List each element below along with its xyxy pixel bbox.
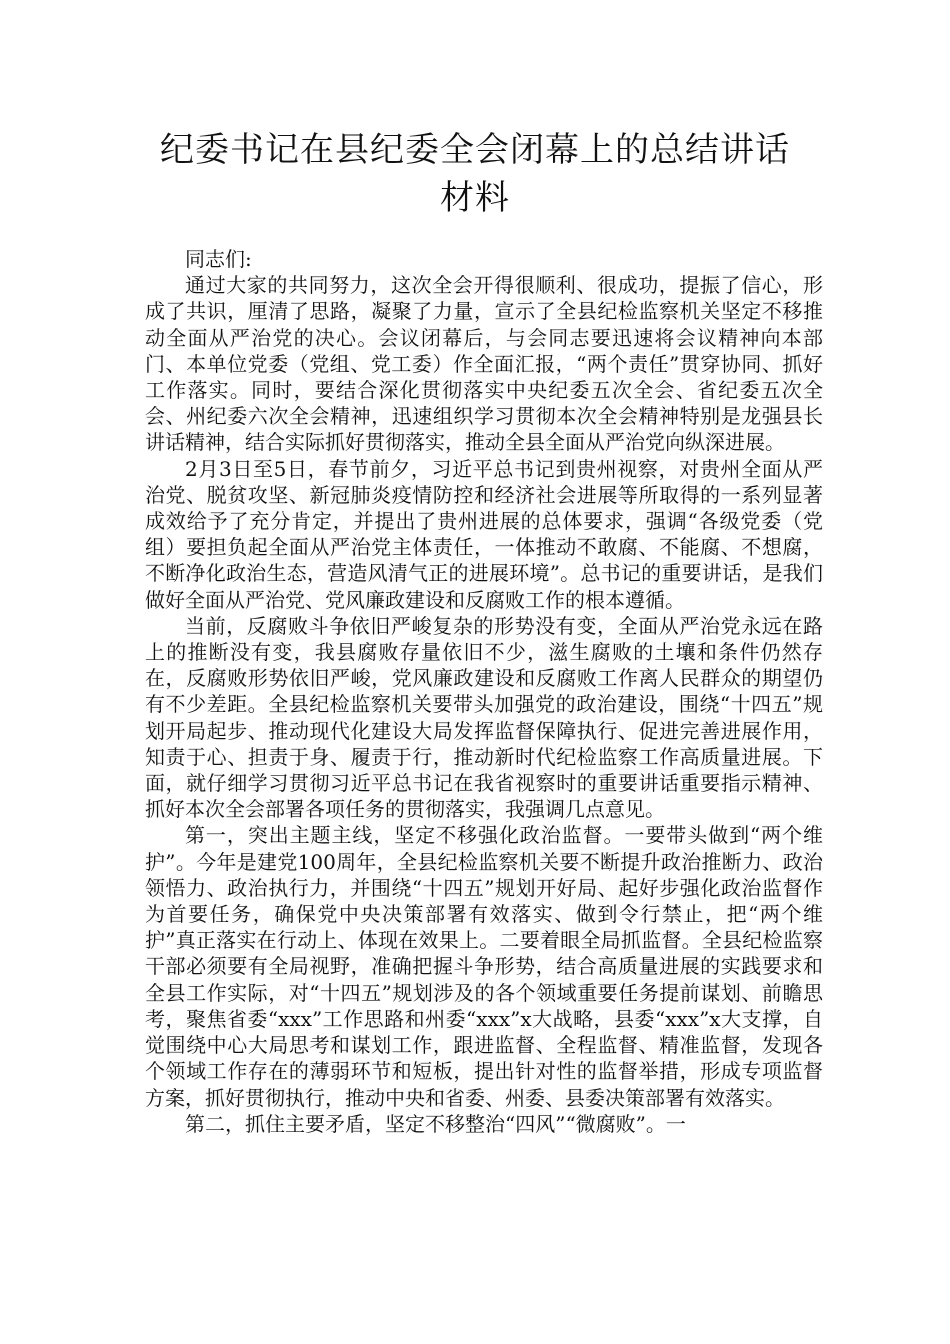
paragraph-5: 第二，抓住主要矛盾，坚定不移整治“四风”“微腐败”。一 bbox=[185, 1111, 686, 1136]
title-line-1: 纪委书记在县纪委全会闭幕上的总结讲话 bbox=[160, 130, 790, 170]
document-title bbox=[120, 126, 830, 222]
salutation: 同志们: bbox=[185, 247, 252, 271]
title-line-2: 材料 bbox=[440, 178, 510, 218]
paragraph-2: 2月3日至5日，春节前夕，习近平总书记到贵州视察，对贵州全面从严治党、脱贫攻坚、新冠肺炎疫情防控和经济社会进展等所取得的一系列显著成效给予了充分肯定，并提出了贵州进展的总体要求，强调“各级党委（党组）要担负起全面从严治党主体责任，一体推动不敢腐、不能腐、不想腐，不断净化政治生态，营造风清气正的进展环境”。总书记的重要讲话，是我们做好全面从严治党、党风廉政建设和反腐败工作的根本遵循。 bbox=[145, 456, 823, 612]
paragraph-1: 通过大家的共同努力，这次全会开得很顺利、很成功，提振了信心，形成了共识，厘清了思路，凝聚了力量，宣示了全县纪检监察机关坚定不移推动全面从严治党的决心。会议闭幕后，与会同志要迅速将会议精神向本部门、本单位党委（党组、党工委）作全面汇报，“两个责任”贯穿协同、抓好工作落实。同时，要结合深化贯彻落实中央纪委五次全会、省纪委五次全会、州纪委六次全会精神，迅速组织学习贯彻本次全会精神特别是龙强县长讲话精神，结合实际抓好贯彻落实，推动全县全面从严治党向纵深进展。 bbox=[145, 273, 823, 455]
document-body bbox=[145, 246, 823, 1137]
paragraph-4: 第一，突出主题主线，坚定不移强化政治监督。一要带头做到“两个维护”。今年是建党100周年，全县纪检监察机关要不断提升政治推断力、政治领悟力、政治执行力，并围绕“十四五”规划开好局、起好步强化政治监督作为首要任务，确保党中央决策部署有效落实、做到令行禁止，把“两个维护”真正落实在行动上、体现在效果上。二要着眼全局抓监督。全县纪检监察干部必须要有全局视野，准确把握斗争形势，结合高质量进展的实践要求和全县工作实际，对“十四五”规划涉及的各个领域重要任务提前谋划、前瞻思考，聚焦省委“xxx”工作思路和州委“xxx”x大战略，县委“xxx”x大支撑，自觉围绕中心大局思考和谋划工作，跟进监督、全程监督、精准监督，发现各个领域工作存在的薄弱环节和短板，提出针对性的监督举措，形成专项监督方案，抓好贯彻执行，推动中央和省委、州委、县委决策部署有效落实。 bbox=[145, 823, 823, 1110]
paragraph-3: 当前，反腐败斗争依旧严峻复杂的形势没有变，全面从严治党永远在路上的推断没有变，我县腐败存量依旧不少，滋生腐败的土壤和条件仍然存在，反腐败形势依旧严峻，党风廉政建设和反腐败工作离人民群众的期望仍有不少差距。全县纪检监察机关要带头加强党的政治建设，围绕“十四五”规划开局起步、推动现代化建设大局发挥监督保障执行、促进完善进展作用，知责于心、担责于身、履责于行，推动新时代纪检监察工作高质量进展。下面，就仔细学习贯彻习近平总书记在我省视察时的重要讲话重要指示精神、抓好本次全会部署各项任务的贯彻落实，我强调几点意见。 bbox=[145, 613, 823, 822]
